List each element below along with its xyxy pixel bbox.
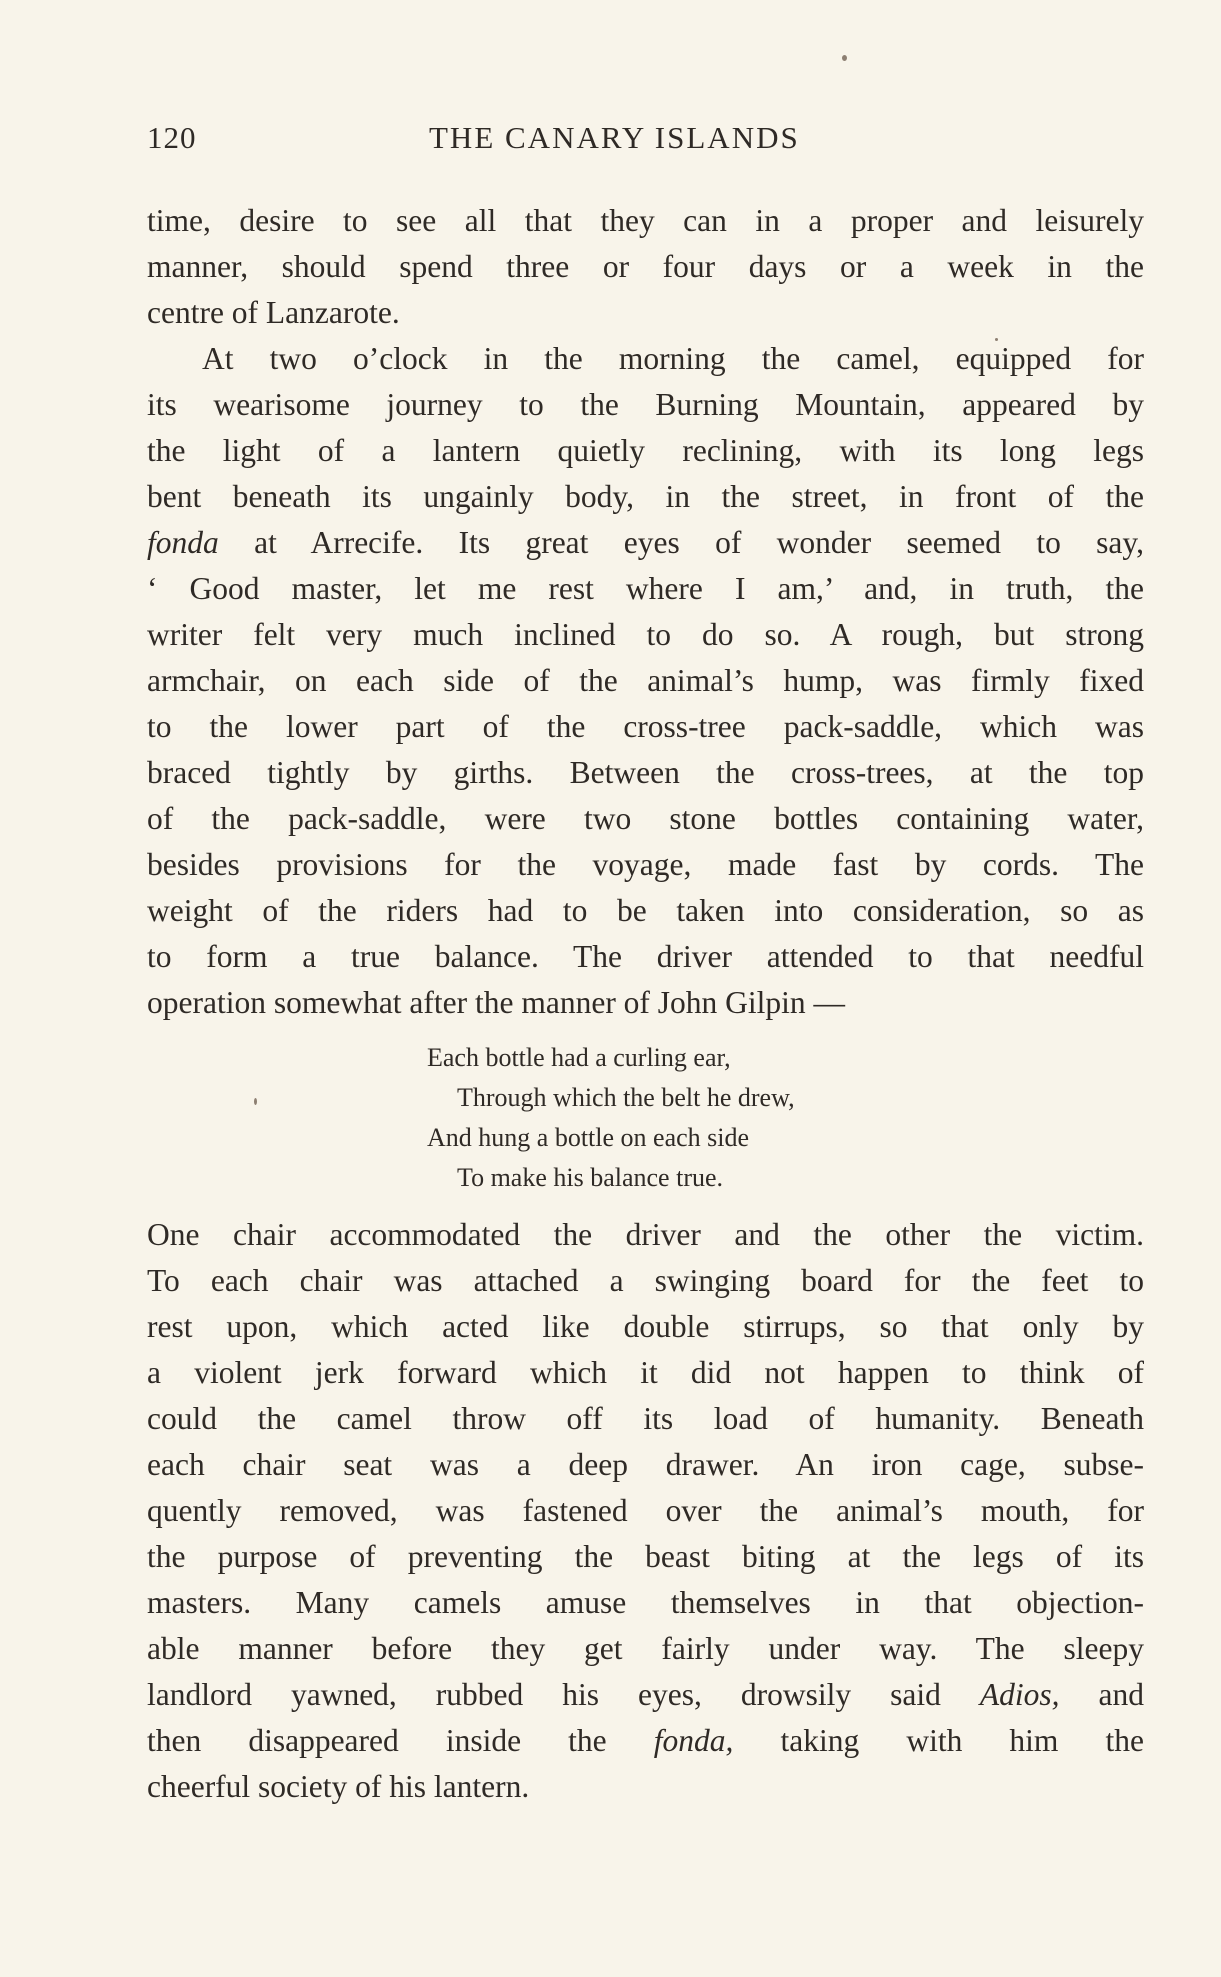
text-line: weight of the riders had to be taken into consideration, so as xyxy=(147,893,1144,928)
text-line xyxy=(147,520,1144,566)
text-line: the purpose of preventing the beast biting at the legs of its xyxy=(147,1539,1144,1574)
text-line: centre of Lanzarote. xyxy=(147,295,400,330)
poem-line: Through which the belt he drew, xyxy=(457,1083,795,1112)
text-line: each chair seat was a deep drawer. An iron cage, subse- xyxy=(147,1447,1144,1482)
text-line: At two o’clock in the morning the camel, equipped for xyxy=(202,341,1144,376)
poem-line: Each bottle had a curling ear, xyxy=(427,1043,731,1072)
text-line: To each chair was attached a swinging board for the feet to xyxy=(147,1263,1144,1298)
text-line: armchair, on each side of the animal’s hump, was firmly fixed xyxy=(147,663,1144,698)
text-line: the light of a lantern quietly reclining, with its long legs xyxy=(147,433,1144,468)
text-span: then disappeared inside the xyxy=(147,1723,654,1758)
page-number: 120 xyxy=(147,120,197,155)
text-line: writer felt very much inclined to do so. A rough, but strong xyxy=(147,617,1144,652)
text-line: time, desire to see all that they can in a proper and leisurely xyxy=(147,203,1144,238)
text-line: One chair accommodated the driver and the other the victim. xyxy=(147,1217,1144,1252)
text-line: operation somewhat after the manner of John Gilpin — xyxy=(147,985,846,1020)
text-line: quently removed, was fastened over the animal’s mouth, for xyxy=(147,1493,1144,1528)
poem-quote xyxy=(427,1038,947,1198)
text-line: a violent jerk forward which it did not happen to think of xyxy=(147,1355,1144,1390)
text-line xyxy=(147,1718,1144,1764)
text-line: besides provisions for the voyage, made fast by cords. The xyxy=(147,847,1144,882)
page-header xyxy=(147,120,867,160)
text-line: manner, should spend three or four days or a week in the xyxy=(147,249,1144,284)
text-line: of the pack-saddle, were two stone bottles containing water, xyxy=(147,801,1144,836)
text-line: braced tightly by girths. Between the cross-trees, at the top xyxy=(147,755,1144,790)
text-line: ‘ Good master, let me rest where I am,’ and, in truth, the xyxy=(147,571,1144,606)
text-line: its wearisome journey to the Burning Mountain, appeared by xyxy=(147,387,1144,422)
text-line xyxy=(147,1672,1144,1718)
text-line: to form a true balance. The driver attended to that needful xyxy=(147,939,1144,974)
text-span: taking with him the xyxy=(733,1723,1144,1758)
body-text-upper xyxy=(147,198,1144,1026)
running-head: THE CANARY ISLANDS xyxy=(429,120,800,155)
italic-word: fonda, xyxy=(653,1723,734,1758)
italic-word: Adios, xyxy=(979,1677,1060,1712)
poem-line: And hung a bottle on each side xyxy=(427,1123,750,1152)
text-line: bent beneath its ungainly body, in the street, in front of the xyxy=(147,479,1144,514)
text-line: rest upon, which acted like double stirrups, so that only by xyxy=(147,1309,1144,1344)
ink-speck xyxy=(842,55,847,61)
text-span: at Arrecife. Its great eyes of wonder seemed to say, xyxy=(218,525,1144,560)
italic-word: fonda xyxy=(147,525,219,560)
ink-speck xyxy=(254,1098,257,1105)
text-line: cheerful society of his lantern. xyxy=(147,1769,530,1804)
text-line: to the lower part of the cross-tree pack-saddle, which was xyxy=(147,709,1144,744)
poem-line: To make his balance true. xyxy=(457,1163,724,1192)
text-span: and xyxy=(1059,1677,1144,1712)
text-span: landlord yawned, rubbed his eyes, drowsily said xyxy=(147,1677,980,1712)
text-line: masters. Many camels amuse themselves in that objection- xyxy=(147,1585,1144,1620)
text-line: able manner before they get fairly under way. The sleepy xyxy=(147,1631,1144,1666)
text-line: could the camel throw off its load of humanity. Beneath xyxy=(147,1401,1144,1436)
body-text-lower xyxy=(147,1212,1144,1810)
